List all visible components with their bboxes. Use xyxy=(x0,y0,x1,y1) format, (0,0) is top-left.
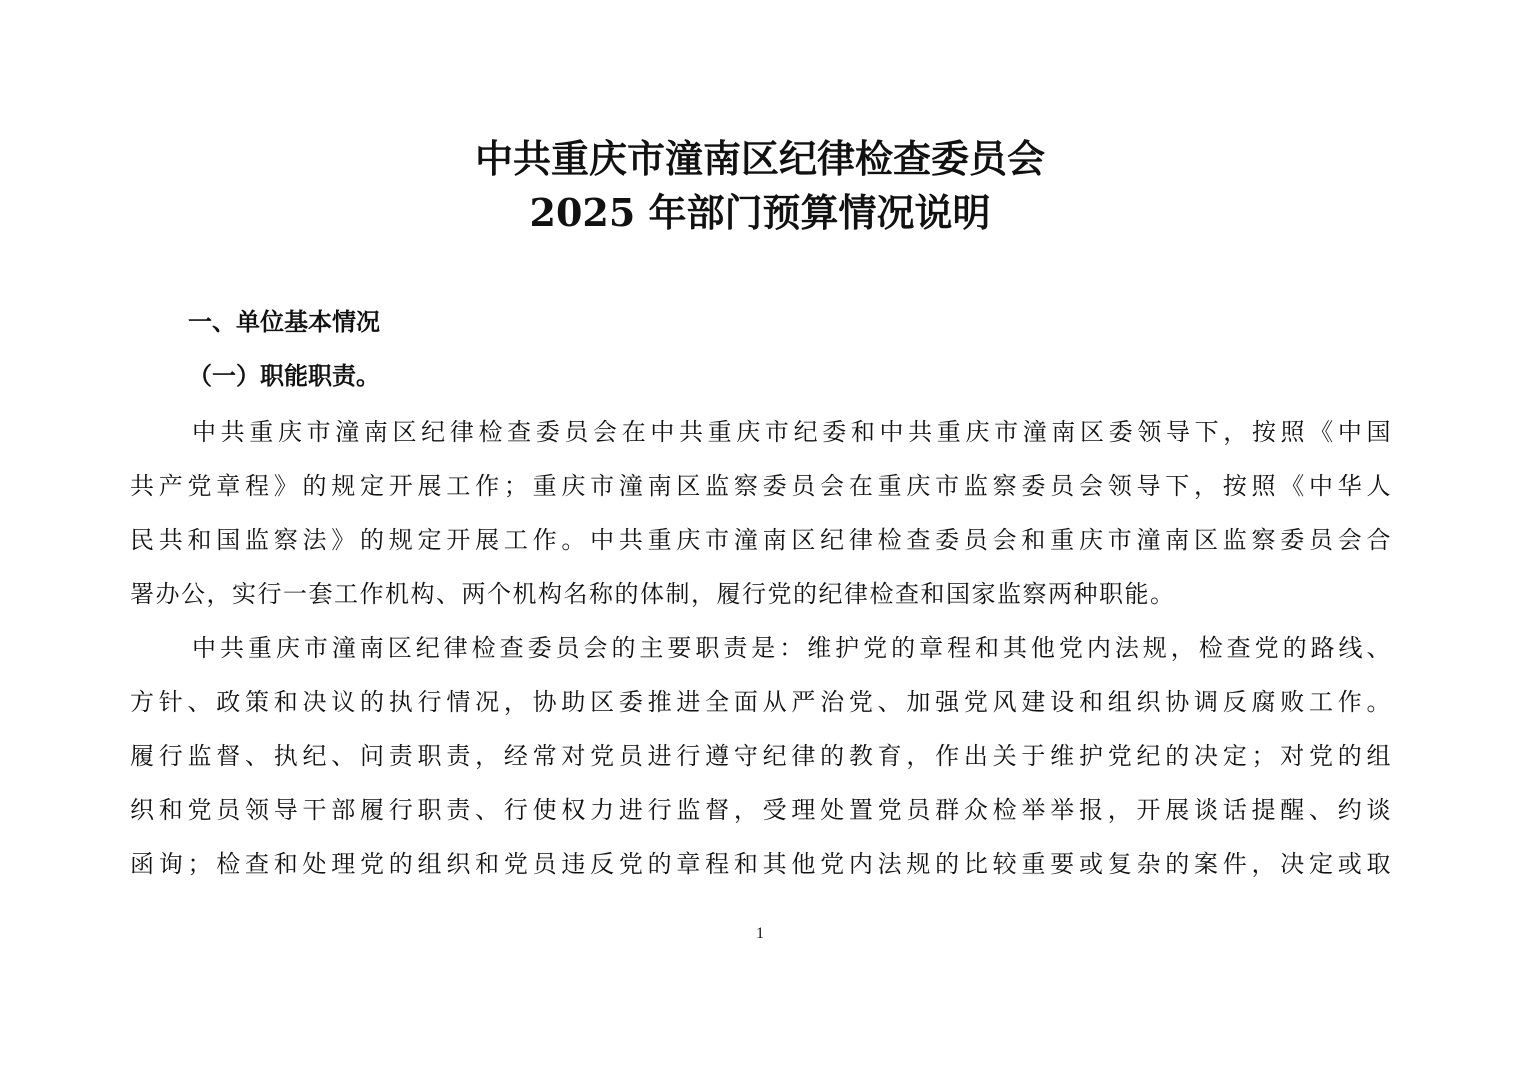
subsection-heading-functions: （一）职能职责。 xyxy=(188,362,380,390)
paragraph-line: 织和党员领导干部履行职责、行使权力进行监督，受理处置党员群众检举举报，开展谈话提醒、约谈 xyxy=(130,796,1392,824)
document-title-line-2: 2025 年部门预算情况说明 xyxy=(529,190,991,235)
page-number: 1 xyxy=(756,925,764,942)
document-title-line-1: 中共重庆市潼南区纪律检查委员会 xyxy=(474,136,1045,181)
paragraph-line: 民共和国监察法》的规定开展工作。中共重庆市潼南区纪律检查委员会和重庆市潼南区监察委员会合 xyxy=(130,526,1392,554)
paragraph-line: 中共重庆市潼南区纪律检查委员会在中共重庆市纪委和中共重庆市潼南区委领导下，按照《中国 xyxy=(192,418,1392,446)
paragraph-line: 中共重庆市潼南区纪律检查委员会的主要职责是：维护党的章程和其他党内法规，检查党的路线、 xyxy=(192,634,1392,662)
paragraph-line: 方针、政策和决议的执行情况，协助区委推进全面从严治党、加强党风建设和组织协调反腐败工作。 xyxy=(130,688,1392,716)
paragraph-line: 函询；检查和处理党的组织和党员违反党的章程和其他党内法规的比较重要或复杂的案件，决定或取 xyxy=(130,850,1392,878)
paragraph-line: 署办公，实行一套工作机构、两个机构名称的体制，履行党的纪律检查和国家监察两种职能。 xyxy=(130,580,1176,608)
section-heading-basic-info: 一、单位基本情况 xyxy=(188,308,380,336)
paragraph-line: 履行监督、执纪、问责职责，经常对党员进行遵守纪律的教育，作出关于维护党纪的决定；对党的组 xyxy=(130,742,1392,770)
paragraph-line: 共产党章程》的规定开展工作；重庆市潼南区监察委员会在重庆市监察委员会领导下，按照《中华人 xyxy=(130,472,1392,500)
